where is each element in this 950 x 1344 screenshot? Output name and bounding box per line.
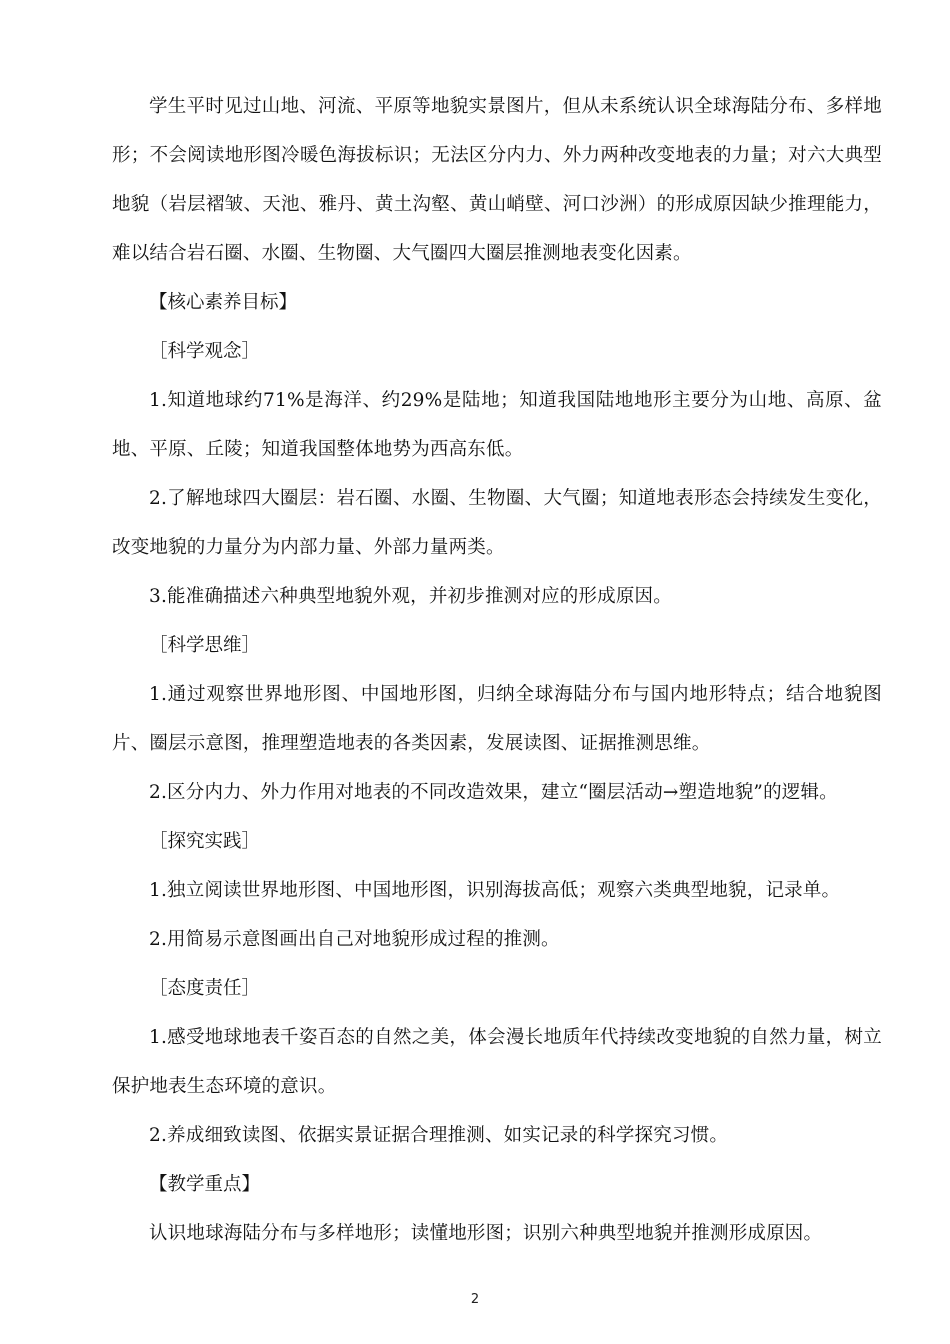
science-concept-item-1: 1.知道地球约71%是海洋、约29%是陆地；知道我国陆地地形主要分为山地、高原、盆地、平原、丘陵；知道我国整体地势为西高东低。 bbox=[112, 390, 882, 460]
science-thinking-heading: ［科学思维］ bbox=[149, 635, 261, 656]
inquiry-practice-item-1: 1.独立阅读世界地形图、中国地形图，识别海拔高低；观察六类典型地貌，记录单。 bbox=[149, 880, 841, 901]
teaching-focus-text: 认识地球海陆分布与多样地形；读懂地形图；识别六种典型地貌并推测形成原因。 bbox=[149, 1223, 823, 1244]
page-number: 2 bbox=[470, 1292, 480, 1307]
core-goal-heading: 【核心素养目标】 bbox=[149, 292, 298, 313]
science-thinking-item-2: 2.区分内力、外力作用对地表的不同改造效果，建立“圈层活动→塑造地貌”的逻辑。 bbox=[149, 782, 838, 803]
inquiry-practice-item-2: 2.用简易示意图画出自己对地貌形成过程的推测。 bbox=[149, 929, 560, 950]
attitude-responsibility-item-1: 1.感受地球地表千姿百态的自然之美，体会漫长地质年代持续改变地貌的自然力量，树立保护地表生态环境的意识。 bbox=[112, 1027, 882, 1097]
science-concept-heading: ［科学观念］ bbox=[149, 341, 261, 362]
science-thinking-item-1: 1.通过观察世界地形图、中国地形图，归纳全球海陆分布与国内地形特点；结合地貌图片、圈层示意图，推理塑造地表的各类因素，发展读图、证据推测思维。 bbox=[112, 684, 882, 754]
document-body bbox=[112, 82, 882, 1258]
attitude-responsibility-heading: ［态度责任］ bbox=[149, 978, 261, 999]
teaching-focus-heading: 【教学重点】 bbox=[149, 1174, 261, 1195]
inquiry-practice-heading: ［探究实践］ bbox=[149, 831, 261, 852]
intro-paragraph: 学生平时见过山地、河流、平原等地貌实景图片，但从未系统认识全球海陆分布、多样地形；不会阅读地形图冷暖色海拔标识；无法区分内力、外力两种改变地表的力量；对六大典型地貌（岩层褶皱、天池、雅丹、黄土沟壑、黄山峭壁、河口沙洲）的形成原因缺少推理能力，难以结合岩石圈、水圈、生物圈、大气圈四大圈层推测地表变化因素。 bbox=[112, 96, 882, 264]
science-concept-item-2: 2.了解地球四大圈层：岩石圈、水圈、生物圈、大气圈；知道地表形态会持续发生变化，改变地貌的力量分为内部力量、外部力量两类。 bbox=[112, 488, 882, 558]
science-concept-item-3: 3.能准确描述六种典型地貌外观，并初步推测对应的形成原因。 bbox=[149, 586, 672, 607]
attitude-responsibility-item-2: 2.养成细致读图、依据实景证据合理推测、如实记录的科学探究习惯。 bbox=[149, 1125, 729, 1146]
